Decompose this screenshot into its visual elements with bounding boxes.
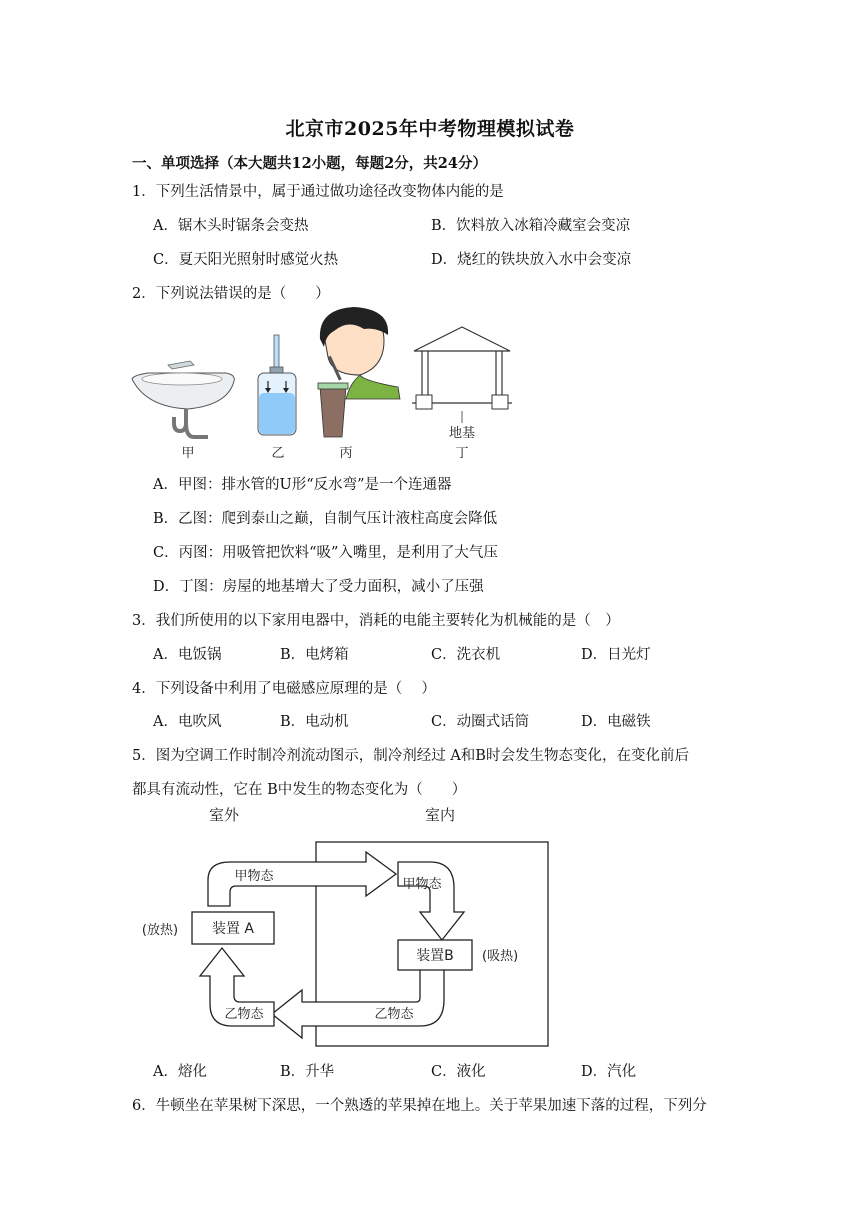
question-5-option-d: D．汽化 — [581, 1064, 637, 1080]
question-1-option-d: D．烧红的铁块放入水中会变凉 — [431, 252, 632, 268]
figure-label-yi: 乙 — [271, 446, 285, 461]
question-2-option-b: B．乙图：爬到泰山之巅，自制气压计液柱高度会降低 — [153, 511, 498, 527]
question-2-figure — [128, 305, 528, 465]
question-1-option-a: A．锯木头时锯条会变热 — [153, 218, 309, 234]
section-heading: 一、单项选择（本大题共12小题，每题2分，共24分） — [132, 155, 487, 172]
refrigerant-flow-diagram — [134, 800, 554, 1054]
question-5-option-b: B．升华 — [280, 1064, 335, 1080]
outdoor-label: 室外 — [208, 806, 240, 824]
state-yi-label-left: 乙物态 — [224, 1007, 264, 1022]
state-yi-label-bottom: 乙物态 — [374, 1007, 414, 1022]
question-5-stem-line2: 都具有流动性，它在 B中发生的物态变化为（ ） — [132, 782, 467, 798]
question-3-stem: 3．我们所使用的以下家用电器中，消耗的电能主要转化为机械能的是（ ） — [132, 613, 620, 629]
foundation-label: 地基 — [448, 426, 476, 441]
question-2-option-d: D．丁图：房屋的地基增大了受力面积，减小了压强 — [153, 579, 484, 595]
flow-arrow-bottom — [272, 966, 444, 1038]
question-2-option-a: A．甲图：排水管的U形“反水弯”是一个连通器 — [153, 477, 452, 493]
indoor-label: 室内 — [424, 806, 456, 824]
question-1-option-c: C．夏天阳光照射时感觉火热 — [153, 252, 339, 268]
question-5-stem-line1: 5．图为空调工作时制冷剂流动图示，制冷剂经过 A和B时会发生物态变化，在变化前后 — [132, 748, 689, 764]
state-jia-label-right: 甲物态 — [402, 877, 442, 892]
page-title: 北京市2025年中考物理模拟试卷 — [285, 118, 575, 140]
barometer-illustration — [258, 335, 296, 435]
question-3-option-b: B．电烤箱 — [280, 647, 349, 663]
question-2-stem: 2．下列说法错误的是（ ） — [132, 286, 330, 302]
question-5-option-a: A．熔化 — [153, 1064, 207, 1080]
question-6-stem: 6．牛顿坐在苹果树下深思，一个熟透的苹果掉在地上。关于苹果加速下落的过程，下列分 — [132, 1098, 707, 1114]
question-3-option-c: C．洗衣机 — [431, 647, 501, 663]
question-3-option-a: A．电饭锅 — [153, 647, 222, 663]
question-4-option-c: C．动圈式话筒 — [431, 714, 530, 730]
release-heat-label: (放热) — [141, 923, 179, 938]
figure-label-ding: 丁 — [455, 446, 469, 461]
question-3-option-d: D．日光灯 — [581, 647, 651, 663]
device-a-label: 装置 A — [211, 921, 255, 937]
absorb-heat-label: (吸热) — [482, 949, 519, 964]
question-5-option-c: C．液化 — [431, 1064, 486, 1080]
question-4-option-b: B．电动机 — [280, 714, 349, 730]
flow-arrow-right — [398, 862, 464, 940]
boy-drinking-illustration — [318, 307, 400, 437]
house-foundation-illustration — [412, 327, 512, 441]
question-4-stem: 4．下列设备中利用了电磁感应原理的是（ ） — [132, 681, 436, 697]
question-2-option-c: C．丙图：用吸管把饮料“吸”入嘴里，是利用了大气压 — [153, 545, 498, 561]
question-1-stem: 1．下列生活情景中，属于通过做功途径改变物体内能的是 — [132, 184, 504, 200]
question-4-option-a: A．电吹风 — [153, 714, 222, 730]
question-1-option-b: B．饮料放入冰箱冷藏室会变凉 — [431, 218, 631, 234]
sink-illustration — [132, 361, 234, 437]
device-b-label: 装置B — [416, 948, 454, 964]
question-4-option-d: D．电磁铁 — [581, 714, 651, 730]
state-jia-label-top: 甲物态 — [234, 869, 274, 884]
figure-label-jia: 甲 — [181, 446, 195, 461]
figure-label-bing: 丙 — [339, 446, 353, 461]
